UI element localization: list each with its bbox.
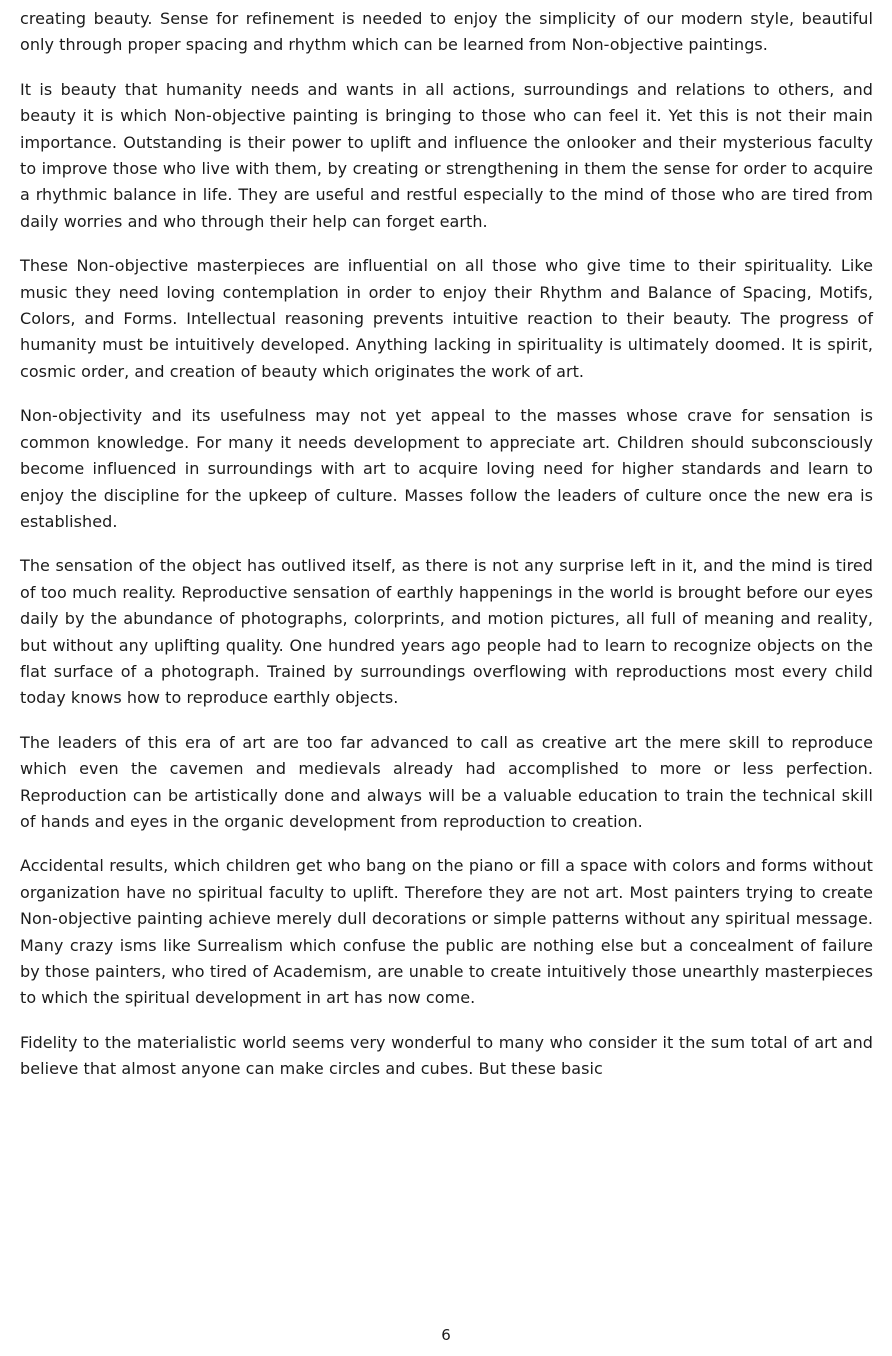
paragraph-6: The leaders of this era of art are too far advanced to call as creative art the mere skill to reproduce which even the cavemen and medievals already had accomplished to more or less perfection. Reproduction can be artistically done and always will be a valuable education to train the technical skill of hands and eyes in the organic development from reproduction to creation. xyxy=(20,732,873,831)
paragraph-8: Fidelity to the materialistic world seems very wonderful to many who consider it the sum total of art and believe that almost anyone can make circles and cubes. But these basic xyxy=(20,1032,873,1079)
document-page xyxy=(20,6,873,1101)
paragraph-2: It is beauty that humanity needs and wants in all actions, surroundings and relations to others, and beauty it is which Non-objective painting is bringing to those who can feel it. Yet this is not their main importance. Outstanding is their power to uplift and influence the onlooker and their mysterious faculty to improve those who live with them, by creating or strengthening in them the sense for order to acquire a rhythmic balance in life. They are useful and restful especially to the mind of those who are tired from daily worries and who through their help can forget earth. xyxy=(20,79,873,231)
paragraph-4: Non-objectivity and its usefulness may not yet appeal to the masses whose crave for sensation is common knowledge. For many it needs development to appreciate art. Children should subconsciously become influenced in surroundings with art to acquire loving need for higher standards and learn to enjoy the discipline for the upkeep of culture. Masses follow the leaders of culture once the new era is established. xyxy=(20,406,873,531)
page-number: 6 xyxy=(441,1326,451,1344)
paragraph-1: creating beauty. Sense for refinement is needed to enjoy the simplicity of our modern style, beautiful only through proper spacing and rhythm which can be learned from Non-objective paintings. xyxy=(20,9,873,55)
paragraph-5: The sensation of the object has outlived itself, as there is not any surprise left in it, and the mind is tired of too much reality. Reproductive sensation of earthly happenings in the world is brought before our eyes daily by the abundance of photographs, colorprints, and motion pictures, all full of meaning and reality, but without any uplifting quality. One hundred years ago people had to learn to recognize objects on the flat surface of a photograph. Trained by surroundings overflowing with reproductions most every child today knows how to reproduce earthly objects. xyxy=(20,556,873,708)
paragraph-3: These Non-objective masterpieces are influential on all those who give time to their spirituality. Like music they need loving contemplation in order to enjoy their Rhythm and Balance of Spacing, Motifs, Colors, and Forms. Intellectual reasoning prevents intuitive reaction to their beauty. The progress of humanity must be intuitively developed. Anything lacking in spirituality is ultimately doomed. It is spirit, cosmic order, and creation of beauty which originates the work of art. xyxy=(20,256,873,381)
paragraph-7: Accidental results, which children get who bang on the piano or fill a space with colors and forms without organization have no spiritual faculty to uplift. Therefore they are not art. Most painters trying to create Non-objective painting achieve merely dull decorations or simple patterns without any spiritual message. Many crazy isms like Surrealism which confuse the public are nothing else but a concealment of failure by those painters, who tired of Academism, are unable to create intuitively those unearthly masterpieces to which the spiritual development in art has now come. xyxy=(20,856,873,1008)
